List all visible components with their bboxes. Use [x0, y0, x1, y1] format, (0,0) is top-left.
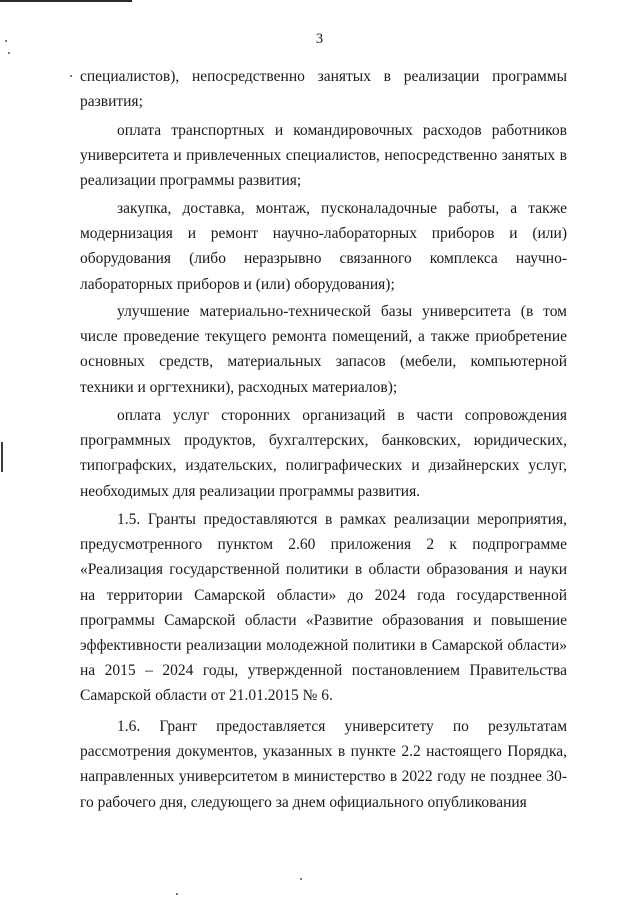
paragraph-material-base: улучшение материально-технической базы университета (в том числе проведение текущего ремонта помещений, а также приобретение основных средств, материальных запасов (мебели, компьютерной техники и оргтехники), расходных материалов); — [80, 303, 567, 396]
page-number: 3 — [315, 31, 324, 47]
clause-1-6: 1.6. Грант предоставляется университету по результатам рассмотрения документов, указанных в пункте 2.2 настоящего Порядка, направленных университетом в министерство в 2022 году не позднее 30-го рабочего дня, следующего за днем официального опубликования — [80, 718, 567, 811]
clause-1-5: 1.5. Гранты предоставляются в рамках реализации мероприятия, предусмотренного пунктом 2.60 приложения 2 к подпрограмме «Реализация государственной политики в области образования и науки на территории Самарской области» до 2024 года государственной программы Самарской области «Развитие образования и повышение эффективности реализации молодежной политики в Самарской области» на 2015 – 2024 годы, утвержденной постановлением Правительства Самарской области от 21.01.2015 № 6. — [80, 511, 567, 705]
paragraph-equipment-purchase: закупка, доставка, монтаж, пусконаладочные работы, а также модернизация и ремонт научно-лабораторных приборов и (или) оборудования (либо неразрывно связанного комплекса научно-лабораторных приборов и (или) оборудования); — [80, 200, 567, 293]
paragraph-specialists-cont: специалистов), непосредственно занятых в реализации программы развития; — [80, 68, 567, 111]
scan-speck — [300, 878, 302, 880]
scan-speck — [8, 52, 10, 54]
scan-edge-bar — [1, 442, 3, 472]
scan-speck — [70, 75, 72, 77]
paragraph-third-party-services: оплата услуг сторонних организаций в части сопровождения программных продуктов, бухгалтерских, банковских, юридических, типографских, издательских, полиграфических и дизайнерских услуг, необходимых для реализации программы развития. — [80, 407, 567, 500]
scan-edge-mark — [0, 0, 132, 2]
paragraph-travel-expenses: оплата транспортных и командировочных расходов работников университета и привлеченных специалистов, непосредственно занятых в реализации программы развития; — [80, 122, 567, 190]
scan-speck — [176, 893, 178, 895]
